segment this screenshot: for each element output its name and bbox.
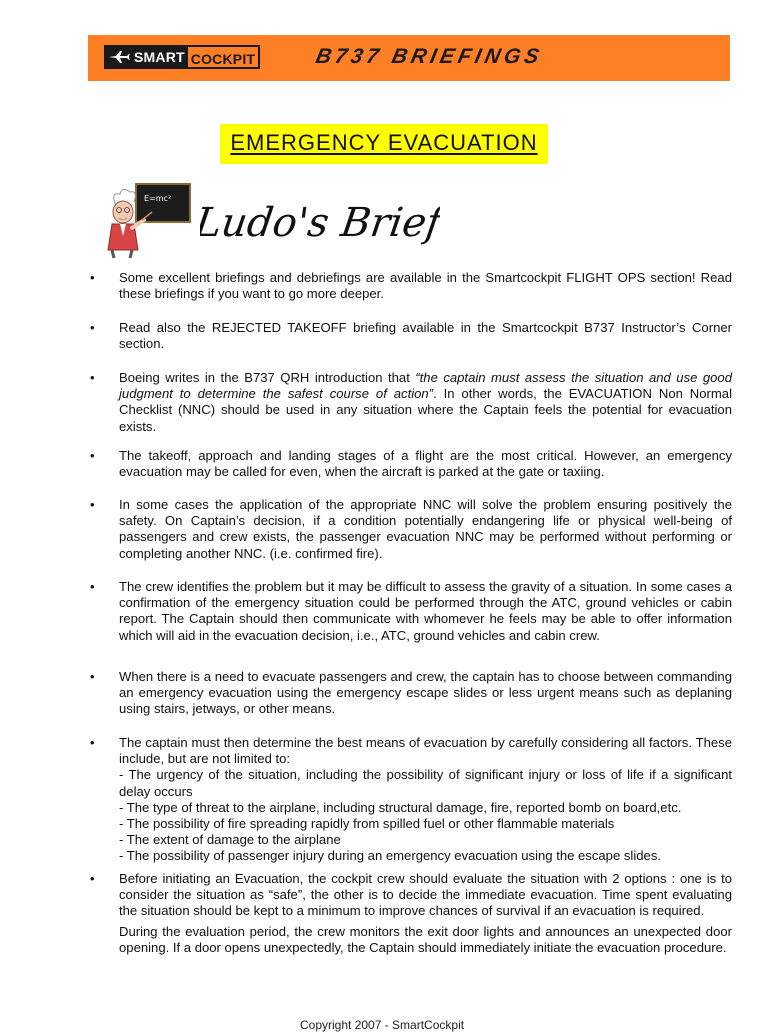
list-item — [88, 497, 732, 562]
bullet-marker: • — [90, 370, 95, 385]
list-item-text: The takeoff, approach and landing stages of a flight are the most critical. However, an emergency evacuation may be called for even, when the aircraft is parked at the gate or taxiing. — [119, 448, 732, 480]
list-item — [88, 270, 732, 302]
list-item-text: Boeing writes in the B737 QRH introduction that “the captain must assess the situation and use good judgment to determine the safest course of action”. In other words, the EVACUATION Non Normal Checklist (NNC) should be used in any situation where the Captain feels the potential for evacuation exists. — [119, 370, 732, 434]
list-item — [88, 669, 732, 718]
list-item-text: The crew identifies the problem but it may be difficult to assess the gravity of a situation. In some cases a confirmation of the emergency situation could be performed through the ATC, ground vehicles or cabin report. The Captain should then communicate with whomever he feels may be able to offer information which will aid in the evacuation decision, i.e., ATC, ground vehicles and cabin crew. — [119, 579, 732, 643]
list-item-text: Some excellent briefings and debriefings are available in the Smartcockpit FLIGHT OPS section! Read these briefings if you want to go more deeper. — [119, 270, 732, 302]
professor-mascot-illustration — [100, 182, 192, 260]
series-title: B737 BRIEFINGS — [313, 45, 545, 68]
factor-item: - The type of threat to the airplane, including structural damage, fire, reported bomb on board,etc. — [119, 799, 682, 815]
bullet-marker: • — [90, 448, 95, 463]
factor-item: - The possibility of fire spreading rapidly from spilled fuel or other flammable materials — [119, 816, 615, 832]
title-row — [0, 124, 768, 164]
bullet-marker: • — [90, 579, 95, 594]
qrh-quote: “the captain must assess the situation and use good judgment to determine the safest course of action” — [119, 370, 732, 402]
script-text: Ludo's Brief — [200, 200, 440, 246]
smartcockpit-logo — [104, 45, 260, 69]
list-item — [88, 735, 732, 865]
list-item-text: In some cases the application of the appropriate NNC will solve the problem ensuring positively the safety. On Captain’s decision, if a condition potentially endangering life or physical well-being of passengers and crew exists, the passenger evacuation NNC may be performed without performing or completing another NNC. (i.e. confirmed fire). — [119, 497, 732, 561]
list-item — [88, 448, 732, 480]
factor-item: - The urgency of the situation, including the possibility of significant injury or loss of life if a significant delay occurs — [119, 767, 732, 799]
list-item — [88, 871, 732, 956]
logo-word-cockpit: COCKPIT — [186, 45, 260, 69]
list-item — [88, 579, 732, 644]
bullet-marker: • — [90, 497, 95, 512]
list-item — [88, 370, 732, 435]
list-item-text: The captain must then determine the best means of evacuation by carefully considering all factors. These include, but are not limited to: — [119, 735, 732, 767]
bullet-marker: • — [90, 320, 95, 335]
bullet-marker: • — [90, 871, 95, 886]
list-item-text: When there is a need to evacuate passengers and crew, the captain has to choose between commanding an emergency evacuation using the emergency escape slides or less urgent means such as deplaning using stairs, jetways, or other means. — [119, 669, 732, 717]
page-footer: Copyright 2007 - SmartCockpit — [300, 1018, 465, 1032]
list-item-text: Read also the REJECTED TAKEOFF briefing available in the Smartcockpit B737 Instructor’s Corner section. — [119, 320, 732, 352]
logo-word-smart: SMART — [134, 45, 186, 69]
list-item-text: Before initiating an Evacuation, the cockpit crew should evaluate the situation with 2 options : one is to consider the situation as “safe”, the other is to decide the immediate evacuation. Time spent evaluating the situation should be kept to a minimum to improve chances of survival if an evacuation is required. — [119, 871, 732, 919]
header-banner — [88, 35, 730, 81]
svg-text:E=mc²: E=mc² — [144, 194, 172, 203]
list-item-text: During the evaluation period, the crew monitors the exit door lights and announces an unexpected door opening. If a door opens unexpectedly, the Captain should immediately initiate the evacuation procedure. — [119, 923, 732, 955]
bullet-marker: • — [90, 669, 95, 684]
page-title: EMERGENCY EVACUATION — [220, 124, 547, 164]
airplane-icon — [104, 45, 134, 69]
ludos-brief-script — [200, 188, 440, 257]
list-item — [88, 320, 732, 352]
bullet-marker: • — [90, 270, 95, 285]
factor-item: - The extent of damage to the airplane — [119, 832, 341, 848]
bullet-marker: • — [90, 735, 95, 750]
factor-item: - The possibility of passenger injury during an emergency evacuation using the escape slides. — [119, 848, 662, 864]
